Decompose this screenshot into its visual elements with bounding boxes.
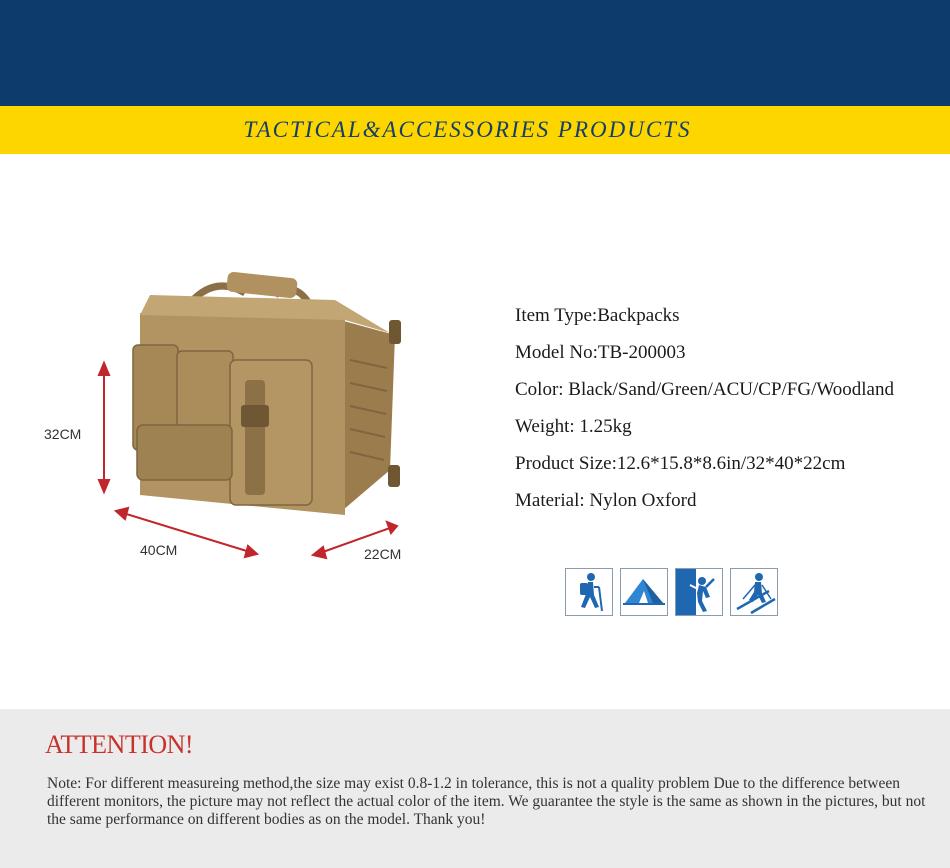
spec-product-size: Product Size:12.6*15.8*8.6in/32*40*22cm (515, 453, 846, 474)
climbing-icon (675, 568, 723, 616)
dimension-width-label: 40CM (140, 542, 178, 558)
attention-title: ATTENTION! (45, 730, 194, 759)
spec-material: Material: Nylon Oxford (515, 490, 697, 511)
attention-note: Note: For different measureing method,the size may exist 0.8-1.2 in tolerance, this is not a quality problem Due to the difference between different monitors, the picture may not reflect the actual color of the item. We guarantee the style is the same as shown in the pictures, but not the same performance on different bodies as on the model. Thank you! (47, 775, 926, 828)
width-arrow (116, 508, 257, 557)
spec-item-type: Item Type:Backpacks (515, 305, 680, 326)
spec-color: Color: Black/Sand/Green/ACU/CP/FG/Woodland (515, 379, 894, 400)
activity-icons (565, 568, 778, 616)
skiing-icon (730, 568, 778, 616)
spec-weight: Weight: 1.25kg (515, 416, 632, 437)
spec-list (515, 297, 894, 519)
bag-shape (133, 271, 401, 515)
height-arrow (99, 363, 109, 492)
hiking-icon (565, 568, 613, 616)
banner-title: TACTICAL&ACCESSORIES PRODUCTS (243, 117, 692, 142)
header-blue-band (0, 0, 950, 106)
spec-model-no: Model No:TB-200003 (515, 342, 686, 363)
dimension-height-label: 32CM (44, 426, 82, 442)
dimension-depth-label: 22CM (364, 546, 402, 562)
product-image (95, 265, 405, 565)
header-yellow-band (0, 106, 950, 154)
camping-tent-icon (620, 568, 668, 616)
